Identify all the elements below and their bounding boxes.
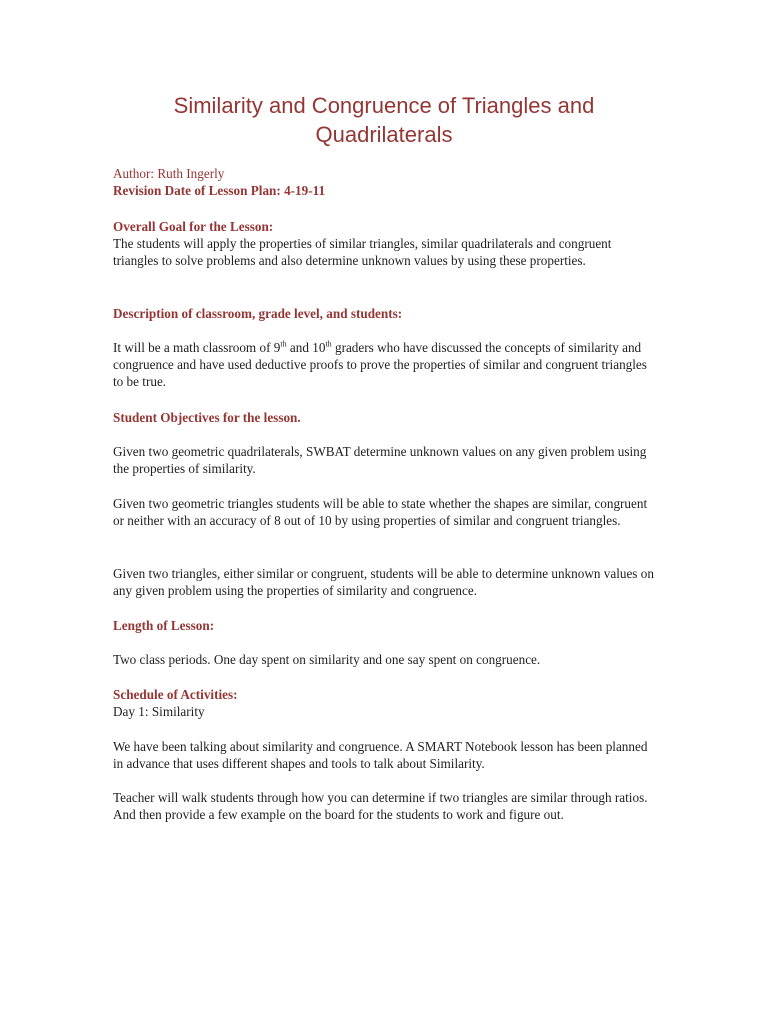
goal-heading: Overall Goal for the Lesson: [113,219,274,234]
length-heading: Length of Lesson: [113,618,215,633]
classroom-section [113,305,658,322]
title-line-1: Similarity and Congruence of Triangles and [173,93,595,118]
author-info [113,165,658,199]
objective-text: Given two geometric triangles students will be able to state whether the shapes are similar, congruent or neither with an accuracy of 8 out of 10 by using properties of similar and congruent triangles. [113,496,648,528]
day1-label: Day 1: Similarity [113,704,205,719]
document-title [0,91,768,149]
schedule-text: We have been talking about similarity and congruence. A SMART Notebook lesson has been planned in advance that uses different shapes and tools to talk about Similarity. [113,739,648,771]
goal-text: The students will apply the properties of similar triangles, similar quadrilaterals and congruent triangles to solve problems and also determine unknown values by using these properties. [113,236,612,268]
schedule-text: Teacher will walk students through how you can determine if two triangles are similar through ratios. And then provide a few example on the board for the students to work and figure out. [113,790,648,822]
classroom-heading: Description of classroom, grade level, and students: [113,306,403,321]
title-line-2: Quadrilaterals [315,122,453,147]
author-line: Author: Ruth Ingerly [113,166,225,181]
revision-line: Revision Date of Lesson Plan: 4-19-11 [113,183,326,198]
classroom-text-part2: and 10 [286,340,326,355]
superscript-th-2: th [325,339,332,349]
length-heading-block [113,617,658,634]
objective-2 [113,495,658,529]
objective-text: Given two triangles, either similar or congruent, students will be able to determine unknown values on any given problem using the properties of similarity and congruence. [113,566,654,598]
goal-section [113,218,658,269]
objective-3 [113,565,658,599]
schedule-paragraph-1 [113,738,658,772]
superscript-th-1: th [280,339,287,349]
schedule-paragraph-2 [113,789,658,823]
objective-text: Given two geometric quadrilaterals, SWBAT determine unknown values on any given problem using the properties of similarity. [113,444,647,476]
schedule-section [113,686,658,720]
schedule-heading: Schedule of Activities: [113,687,238,702]
objective-1 [113,443,658,477]
classroom-text [113,339,658,390]
objectives-heading: Student Objectives for the lesson. [113,410,301,425]
classroom-text-part3: graders who have discussed the concepts of similarity and congruence and have used deductive proofs to prove the properties of similar and congruent triangles to be true. [113,340,647,389]
classroom-text-part1: It will be a math classroom of 9 [113,340,281,355]
objectives-heading-block [113,409,658,426]
length-text: Two class periods. One day spent on similarity and one say spent on congruence. [113,652,541,667]
length-text-block [113,651,658,668]
